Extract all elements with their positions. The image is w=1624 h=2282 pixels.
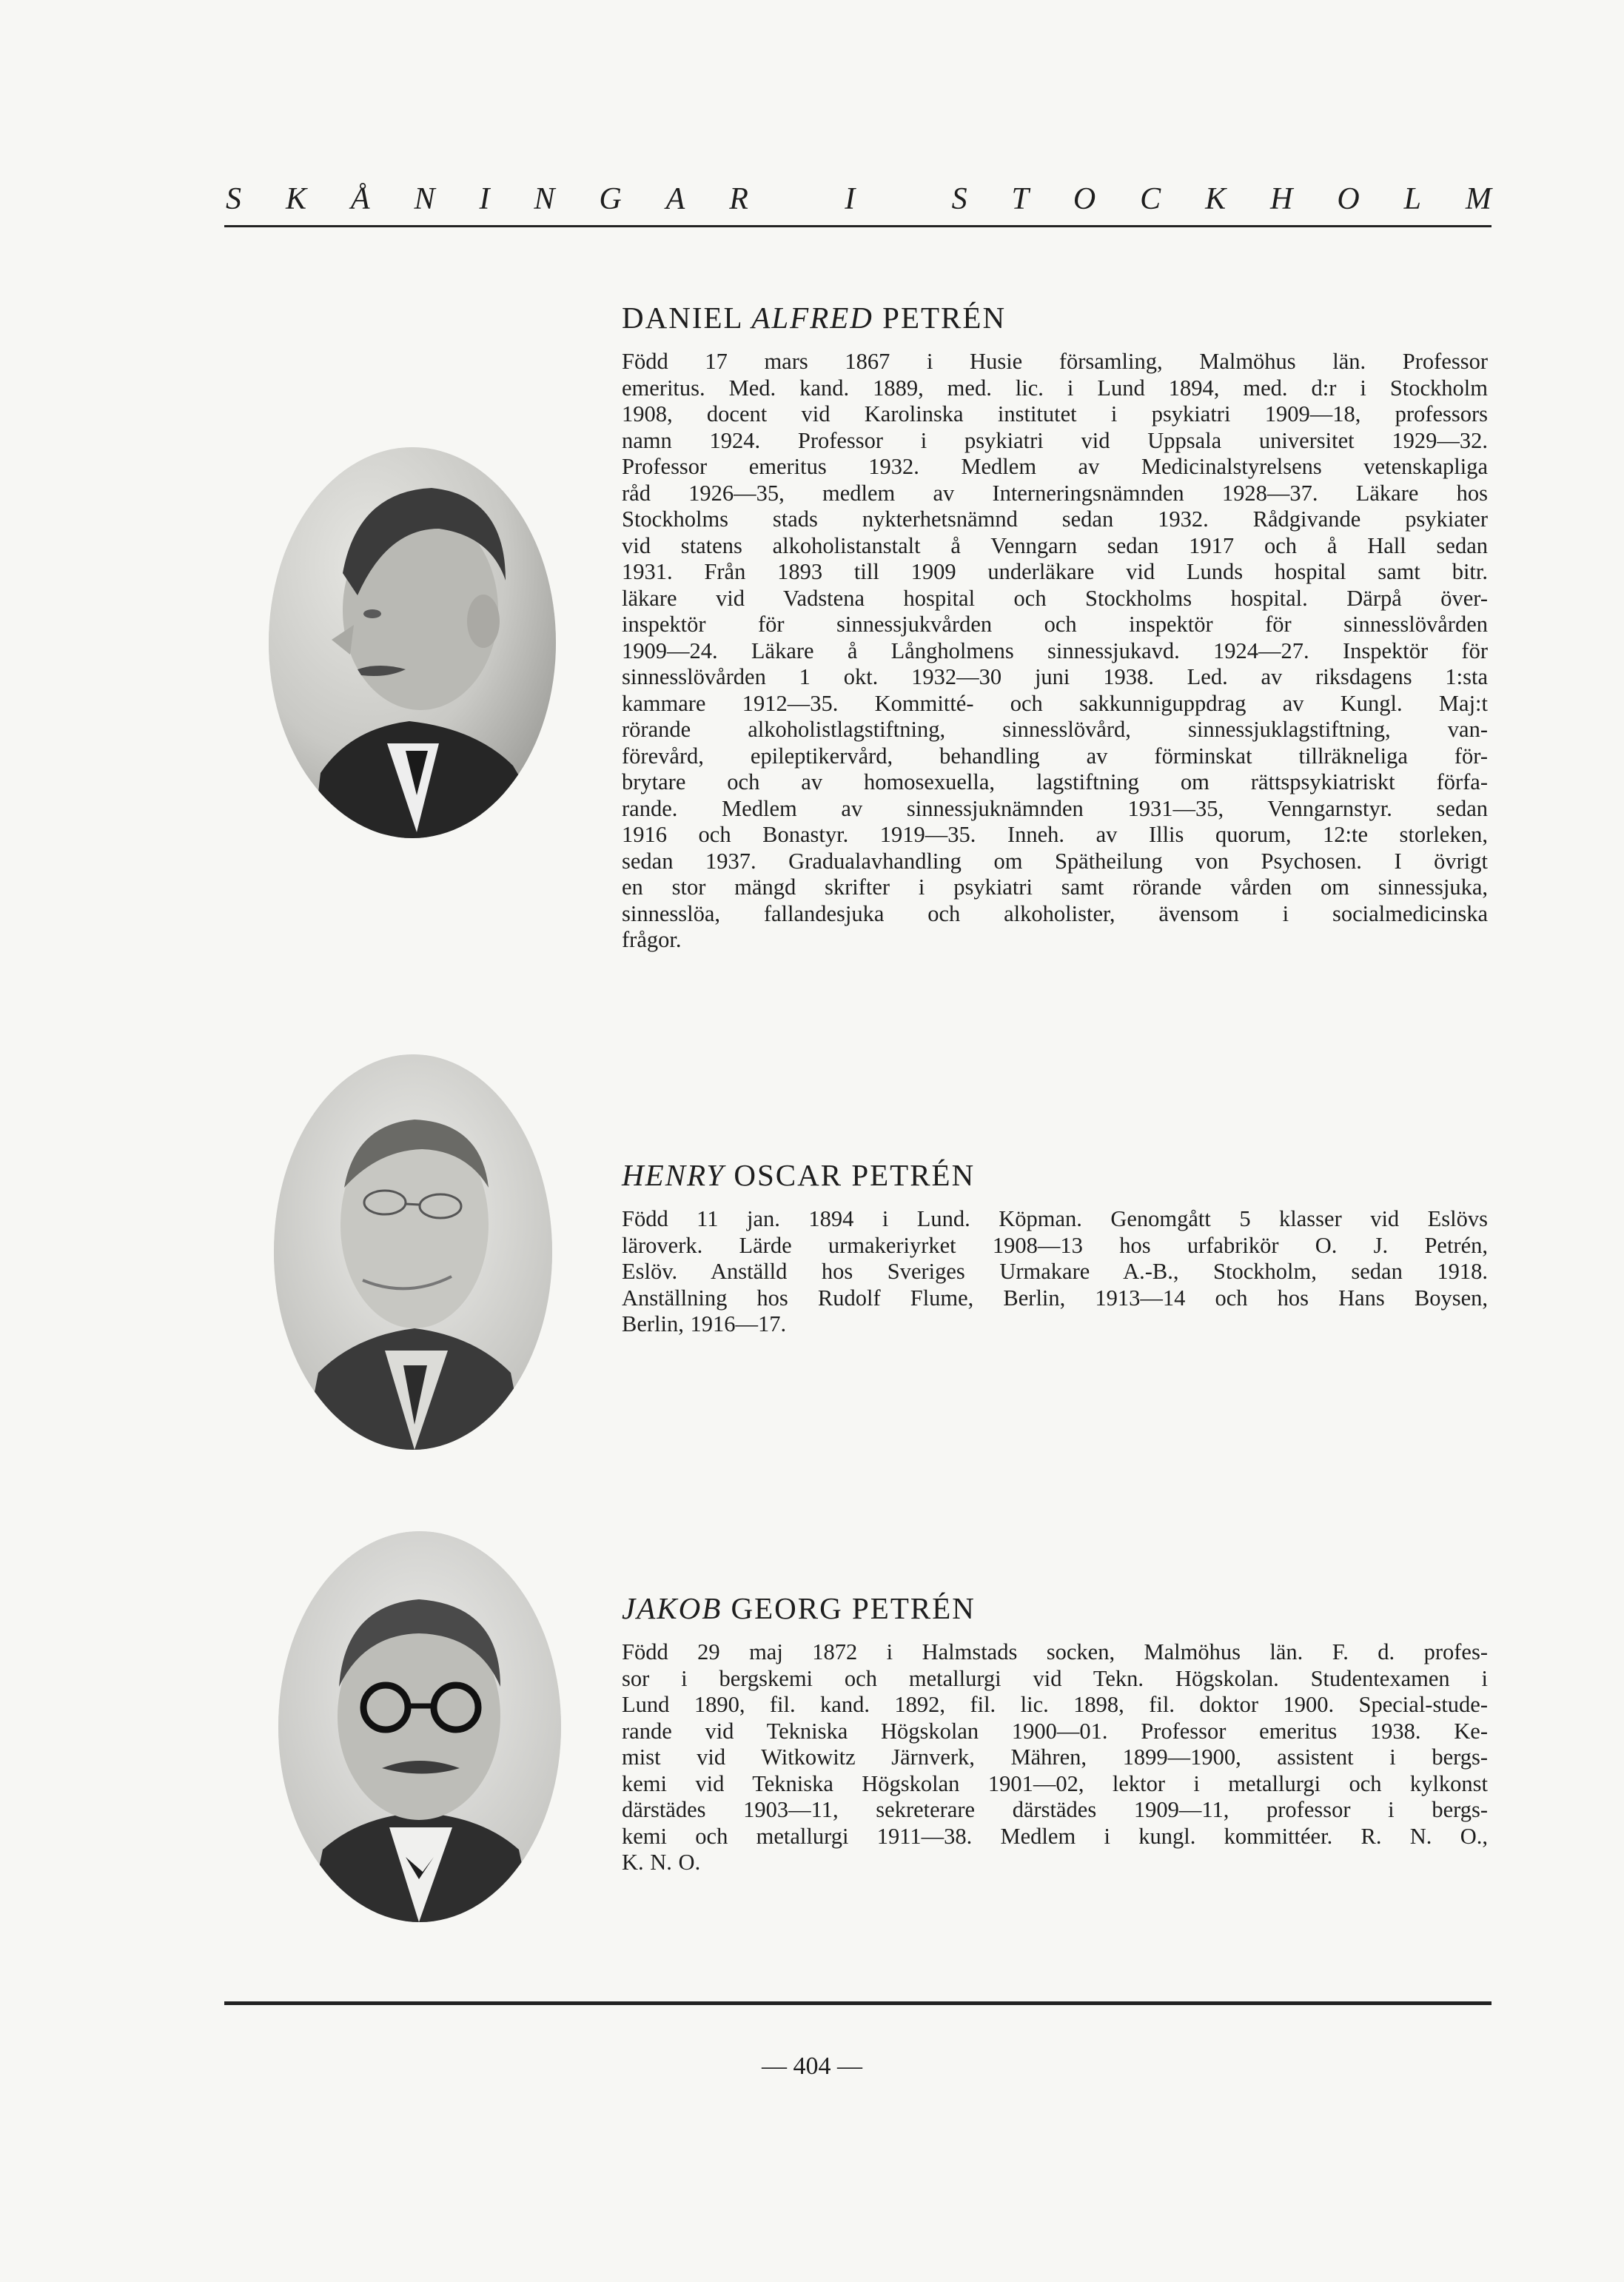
bio-line: Stockholms stads nykterhetsnämnd sedan 1932. Rådgivande psykiater — [622, 506, 1488, 532]
bio-line: läkare vid Vadstena hospital och Stockholms hospital. Därpå över- — [622, 585, 1488, 611]
name-rest: PETRÉN — [873, 301, 1007, 335]
bio-line: vid statens alkoholistanstalt å Venngarn sedan 1917 och å Hall sedan — [622, 532, 1488, 558]
bio-line: 1931. Från 1893 till 1909 underläkare vid Lunds hospital samt bitr. — [622, 559, 1488, 584]
bio-line: förevård, epileptikervård, behandling av förminskat tillräkneliga för- — [622, 743, 1488, 769]
bio-line: råd 1926—35, medlem av Interneringsnämnden 1928—37. Läkare hos — [622, 480, 1488, 506]
name-rest: GEORG PETRÉN — [722, 1591, 976, 1625]
name-italic: HENRY — [622, 1158, 725, 1192]
entry-bio — [622, 1206, 1488, 1338]
running-head-letter: K — [1205, 182, 1227, 216]
running-head-letter: Å — [350, 182, 370, 216]
running-head-letter: C — [1140, 182, 1161, 216]
running-head-letter: N — [414, 182, 435, 216]
running-head-letter: R — [729, 182, 748, 216]
running-head-letter: T — [1011, 182, 1029, 216]
bio-line: sinnesslöa, fallandesjuka och alkoholister, ävensom i socialmedicinska — [622, 900, 1488, 926]
bio-line: därstädes 1903—11, sekreterare därstädes 1909—11, professor i bergs- — [622, 1797, 1488, 1822]
bio-line: rande vid Tekniska Högskolan 1900—01. Professor emeritus 1938. Ke- — [622, 1718, 1488, 1744]
bio-line: rande. Medlem av sinnessjuknämnden 1931—35, Venngarnstyr. sedan — [622, 795, 1488, 821]
bio-line: läroverk. Lärde urmakeriyrket 1908—13 hos urfabrikör O. J. Petrén, — [622, 1232, 1488, 1258]
running-head-letter: A — [665, 182, 685, 216]
bio-line: rörande alkoholistlagstiftning, sinnesslövård, sinnessjuklagstiftning, van- — [622, 717, 1488, 742]
bio-line: 1916 och Bonastyr. 1919—35. Inneh. av Illis quorum, 12:te storleken, — [622, 822, 1488, 847]
running-head-letter: S — [951, 182, 967, 216]
entry-name — [622, 1157, 1488, 1193]
portrait-daniel-alfred-petren — [269, 447, 556, 838]
running-head-letter: G — [599, 182, 622, 216]
running-head-letter: O — [1337, 182, 1360, 216]
running-head-letter — [899, 181, 907, 217]
running-head-letter: M — [1465, 182, 1492, 216]
bio-line: Född 11 jan. 1894 i Lund. Köpman. Genomgått 5 klasser vid Eslövs — [622, 1206, 1488, 1231]
bio-line: frågor. — [622, 927, 682, 952]
bio-line: kemi vid Tekniska Högskolan 1901—02, lektor i metallurgi och kylkonst — [622, 1770, 1488, 1796]
bio-line: inspektör för sinnessjukvården och inspektör för sinnesslövården — [622, 612, 1488, 637]
entry-name — [622, 300, 1488, 335]
bio-line: Professor emeritus 1932. Medlem av Medicinalstyrelsens vetenskapliga — [622, 454, 1488, 479]
portrait-jakob-georg-petren — [278, 1531, 561, 1922]
name-rest: OSCAR PETRÉN — [725, 1158, 976, 1192]
bio-line: 1909—24. Läkare å Långholmens sinnessjukavd. 1924—27. Inspektör för — [622, 638, 1488, 663]
bio-line: emeritus. Med. kand. 1889, med. lic. i Lund 1894, med. d:r i Stockholm — [622, 375, 1488, 401]
bio-line: Eslöv. Anställd hos Sveriges Urmakare A.-B., Stockholm, sedan 1918. — [622, 1259, 1488, 1284]
portrait-henry-oscar-petren — [274, 1054, 552, 1450]
running-head-letter: S — [226, 182, 241, 216]
bio-line: sor i bergskemi och metallurgi vid Tekn. Högskolan. Studentexamen i — [622, 1665, 1488, 1691]
running-head-letter: L — [1403, 182, 1421, 216]
running-head-letter: K — [285, 182, 306, 216]
name-italic: ALFRED — [751, 301, 873, 335]
bio-line: brytare och av homosexuella, lagstiftning om rättspsykiatriskt förfa- — [622, 769, 1488, 794]
running-head — [226, 181, 1492, 217]
bio-line: Berlin, 1916—17. — [622, 1311, 787, 1336]
running-head-letter: I — [845, 182, 856, 216]
page-number: — 404 — — [762, 2052, 862, 2080]
bio-line: mist vid Witkowitz Järnverk, Mähren, 1899—1900, assistent i bergs- — [622, 1744, 1488, 1770]
running-head-letter: O — [1073, 182, 1096, 216]
entry-jakob-georg-petren — [622, 1590, 1488, 1876]
bio-line: kemi och metallurgi 1911—38. Medlem i kungl. kommittéer. R. N. O., — [622, 1823, 1488, 1849]
name-first: DANIEL — [622, 301, 752, 335]
entry-name — [622, 1590, 1488, 1626]
bio-line: Anställning hos Rudolf Flume, Berlin, 1913—14 och hos Hans Boysen, — [622, 1285, 1488, 1311]
entry-daniel-alfred-petren — [622, 300, 1488, 954]
bio-line: Lund 1890, fil. kand. 1892, fil. lic. 1898, fil. doktor 1900. Special-stude- — [622, 1692, 1488, 1717]
header-rule — [224, 225, 1492, 227]
running-head-letter: I — [479, 182, 490, 216]
name-italic: JAKOB — [622, 1591, 722, 1625]
entry-henry-oscar-petren — [622, 1157, 1488, 1338]
bio-line: Född 17 mars 1867 i Husie församling, Malmöhus län. Professor — [622, 349, 1488, 374]
entry-bio — [622, 1639, 1488, 1876]
bio-line: sedan 1937. Gradualavhandling om Spätheilung von Psychosen. I övrigt — [622, 848, 1488, 874]
running-head-letter — [793, 181, 801, 217]
running-head-letter: H — [1270, 182, 1293, 216]
bio-line: namn 1924. Professor i psykiatri vid Uppsala universitet 1929—32. — [622, 427, 1488, 453]
footer-rule — [224, 2001, 1492, 2005]
running-head-letter: N — [534, 182, 555, 216]
bio-line: sinnesslövården 1 okt. 1932—30 juni 1938. Led. av riksdagens 1:sta — [622, 664, 1488, 689]
bio-line: 1908, docent vid Karolinska institutet i psykiatri 1909—18, professors — [622, 401, 1488, 426]
bio-line: K. N. O. — [622, 1850, 701, 1875]
bio-line: en stor mängd skrifter i psykiatri samt rörande vården om sinnessjuka, — [622, 874, 1488, 900]
bio-line: Född 29 maj 1872 i Halmstads socken, Malmöhus län. F. d. profes- — [622, 1639, 1488, 1664]
bio-line: kammare 1912—35. Kommitté- och sakkunniguppdrag av Kungl. Maj:t — [622, 690, 1488, 716]
entry-bio — [622, 349, 1488, 954]
